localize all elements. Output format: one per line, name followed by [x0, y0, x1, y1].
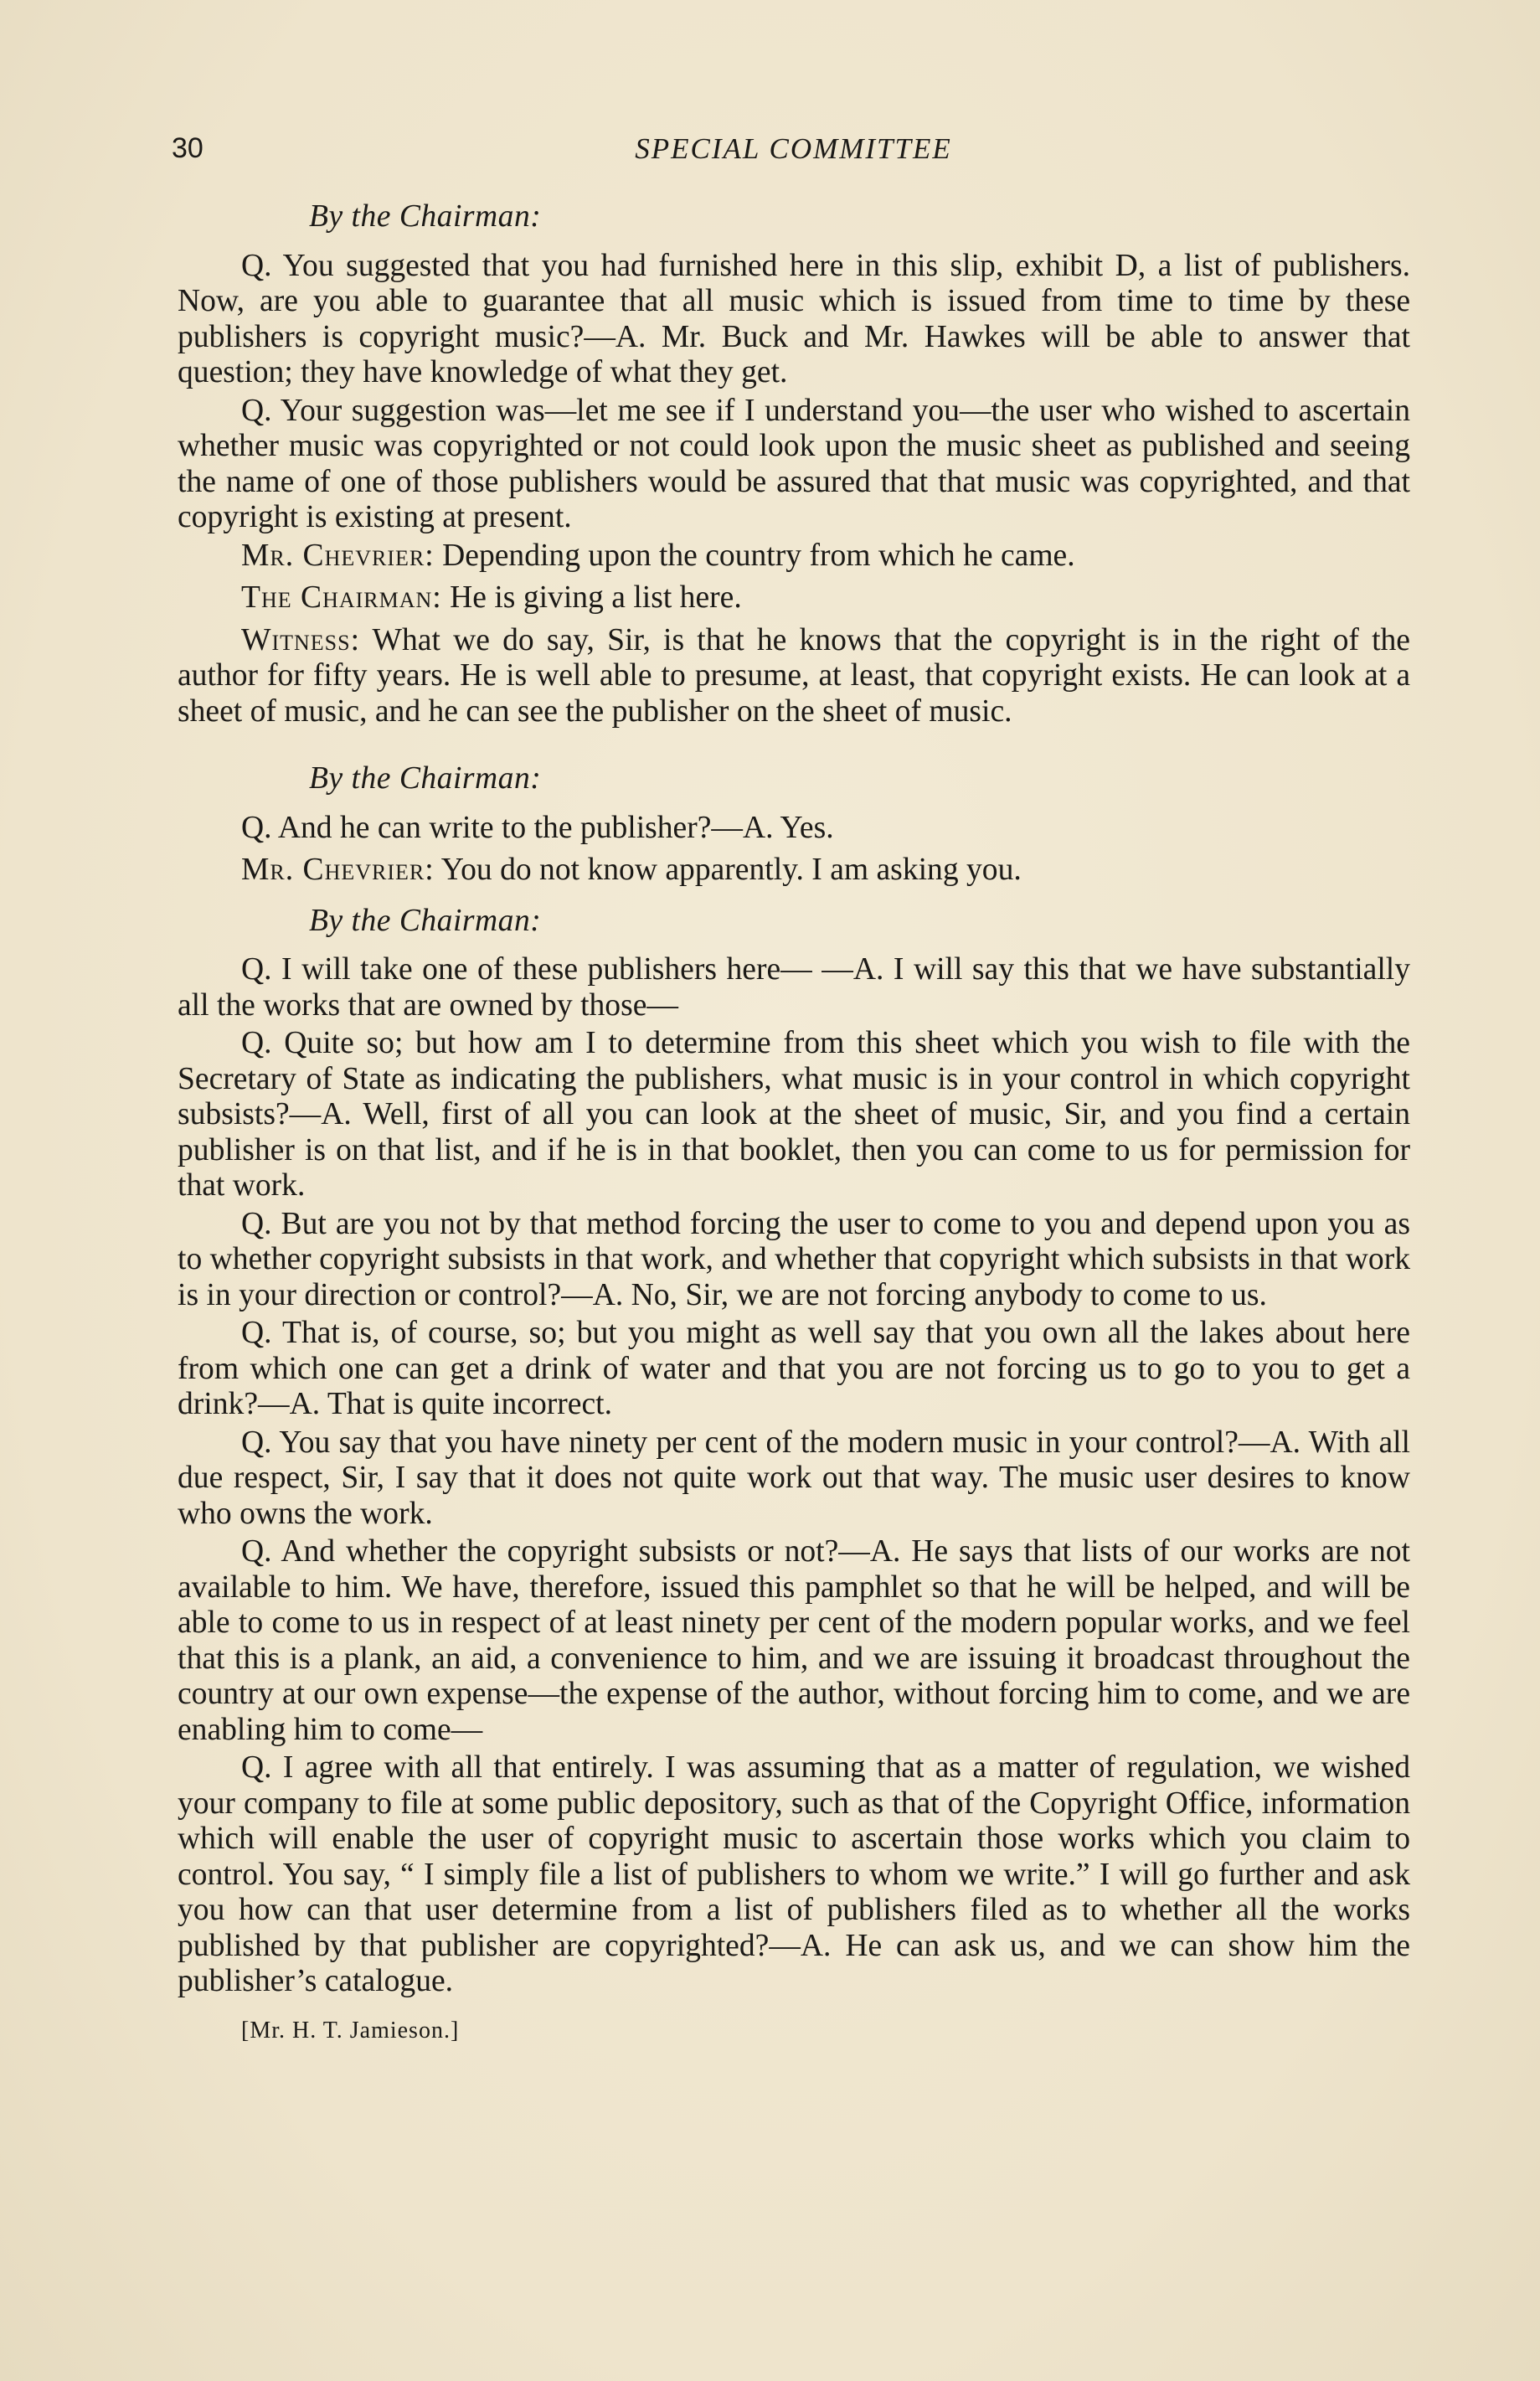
speaker-text: What we do say, Sir, is that he knows that the copyright is in the right of the author for fifty years. He is well able to presume, at least, that copyright exists. He can look at a sheet of music, and he can see the publisher on the sheet of music.	[178, 622, 1410, 729]
speaker-name: The Chairman:	[241, 580, 442, 615]
speaker-text: You do not know apparently. I am asking you.	[440, 853, 1022, 887]
question-paragraph: Q. You say that you have ninety per cent of the modern music in your control?—A. With all due respect, Sir, I say that it does not quite work out that way. The music user desires to know who owns the work.	[178, 1425, 1410, 1531]
speaker-name: Mr. Chevrier:	[241, 538, 435, 573]
speaker-paragraph	[178, 623, 1410, 730]
running-head: SPECIAL COMMITTEE	[635, 132, 952, 165]
question-paragraph: Q. I agree with all that entirely. I was assuming that as a matter of regulation, we wished your company to file at some public depository, such as that of the Copyright Office, information which will enable the user of copyright music to ascertain those works which you claim to control. You say, “ I simply file a list of publishers to whom we write.” I will go further and ask you how can that user determine from a list of publishers filed as to whether all the works published by that publisher are copyrighted?—A. He can ask us, and we can show him the publisher’s catalogue.	[178, 1750, 1410, 1998]
question-paragraph: Q. I will take one of these publishers here— —A. I will say this that we have substantially all the works that are owned by those—	[178, 952, 1410, 1023]
speaker-paragraph	[178, 580, 1410, 616]
question-paragraph: Q. And he can write to the publisher?—A. Yes.	[241, 810, 834, 845]
speaker-paragraph	[178, 853, 1410, 889]
speaker-name: Mr. Chevrier:	[241, 853, 435, 887]
speaker-footnote: [Mr. H. T. Jamieson.]	[241, 2017, 460, 2043]
section-subhead: By the Chairman:	[309, 761, 542, 796]
section-subhead: By the Chairman:	[309, 199, 542, 234]
speaker-name: Witness:	[241, 622, 361, 657]
question-paragraph: Q. But are you not by that method forcing the user to come to you and depend upon you as to whether copyright subsists in that work, and whether that copyright which subsists in that work is in your direction or control?—A. No, Sir, we are not forcing anybody to come to us.	[178, 1206, 1410, 1312]
question-paragraph: Q. Quite so; but how am I to determine from this sheet which you wish to file with the Secretary of State as indicating the publishers, what music is in your control in which copyright subsists?—A. Well, first of all you can look at the sheet of music, Sir, and you find a certain publisher is on that list, and if he is in that booklet, then you can come to us for permission for that work.	[178, 1026, 1410, 1203]
question-paragraph: Q. And whether the copyright subsists or not?—A. He says that lists of our works are not available to him. We have, therefore, issued this pamphlet so that he will be helped, and will be able to come to us in respect of at least ninety per cent of the modern popular works, and we feel that this is a plank, an aid, a convenience to him, and we are issuing it broadcast throughout the country at our own expense—the expense of the author, without forcing him to come, and we are enabling him to come—	[178, 1534, 1410, 1747]
section-subhead: By the Chairman:	[309, 903, 542, 938]
speaker-paragraph	[178, 539, 1410, 575]
question-paragraph: Q. Your suggestion was—let me see if I understand you—the user who wished to ascertain whether music was copyrighted or not could look upon the music sheet as published and seeing the name of one of those publishers would be assured that that music was copyrighted, and that copyright is existing at present.	[178, 393, 1410, 534]
page-header	[172, 132, 1415, 174]
transcript-body	[178, 199, 1410, 2049]
speaker-text: Depending upon the country from which he came.	[442, 538, 1075, 573]
question-paragraph: Q. That is, of course, so; but you might as well say that you own all the lakes about here from which one can get a drink of water and that you are not forcing us to go to you to get a drink?—A. That is quite incorrect.	[178, 1316, 1410, 1421]
speaker-text: He is giving a list here.	[450, 580, 742, 615]
page-number: 30	[172, 132, 203, 164]
question-paragraph: Q. You suggested that you had furnished here in this slip, exhibit D, a list of publishers. Now, are you able to guarantee that all music which is issued from time to time by these publishers is copyright music?—A. Mr. Buck and Mr. Hawkes will be able to answer that question; they have knowledge of what they get.	[178, 248, 1410, 389]
